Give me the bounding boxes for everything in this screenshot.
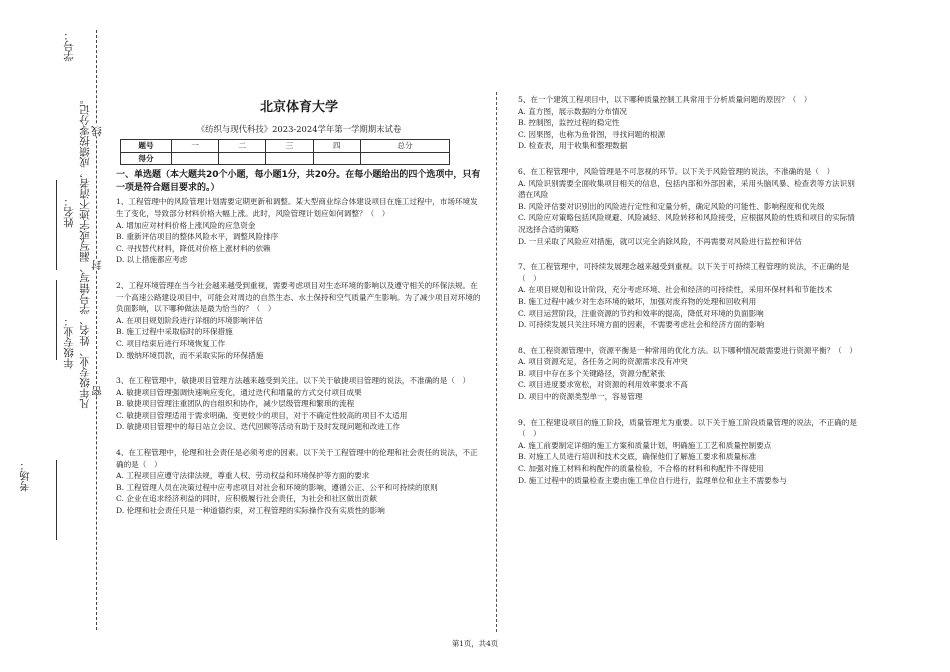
question-option: C. 项目进度要求宽松，对资源的利用效率要求不高 — [518, 380, 688, 390]
score-table-header-row — [121, 140, 450, 153]
score-blank-cell[interactable] — [313, 152, 360, 165]
question-stem: 5、在一个建筑工程项目中，以下哪种质量控制工具常用于分析质量问题的原因？（ ） — [518, 95, 812, 104]
question-option: B. 对施工人员进行培训和技术交底，确保他们了解施工要求和质量标准 — [518, 452, 757, 462]
question-stem: 7、在工程管理中，可持续发展理念越来越受到重视。以下关于可持续工程管理的说法，不正确的是（ ） — [518, 262, 850, 283]
question-option: C. 寻找替代材料，降低对价格上涨材料的依赖 — [116, 243, 271, 253]
question-option: D. 一旦采取了风险应对措施，就可以完全消除风险，不再需要对风险进行监控和评估 — [518, 236, 803, 246]
question-stem: 4、在工程管理中，伦理和社会责任是必须考虑的因素。以下关于工程管理中的伦理和社会责任的说法，不正确的是（ ） — [116, 448, 478, 469]
question-option: D. 施工过程中的质量检查主要由施工单位自行进行，监理单位和业主不需要参与 — [518, 475, 787, 485]
question-option: B. 敏捷项目管理注重团队的自组织和协作，减少层级管理和繁琐的流程 — [116, 399, 355, 409]
score-table-score-row — [121, 152, 450, 165]
score-cell: 四 — [313, 140, 360, 153]
question-4 — [116, 447, 482, 517]
exam-room-label: 考场： — [19, 460, 31, 492]
question-1 — [116, 196, 482, 266]
question-option: D. 以上措施都应考虑 — [116, 255, 188, 265]
page-footer: 第1页，共4页 — [451, 639, 499, 648]
room-field-line — [56, 460, 57, 540]
question-9 — [518, 417, 858, 487]
question-option: B. 控制图，监控过程的稳定性 — [518, 118, 620, 128]
question-option: A. 增加应对材料价格上涨风险的应急资金 — [116, 220, 256, 230]
question-option: B. 项目中存在多个关键路径，资源分配紧张 — [518, 368, 666, 378]
question-option: A. 风险识别需要全面收集项目相关的信息，包括内部和外部因素，采用头脑风暴、检查表等方法识别潜在风险 — [518, 178, 855, 200]
question-7 — [518, 261, 858, 331]
score-blank-cell[interactable] — [266, 152, 313, 165]
question-3 — [116, 375, 482, 433]
warning-text: 凡年级专业、姓名、学号错写、漏写或字迹不清者，成绩按零分记。 — [79, 94, 91, 409]
question-option: D. 缴纳环境罚款，而不采取实际的环保措施 — [116, 350, 264, 360]
score-blank-cell[interactable] — [219, 152, 266, 165]
question-option: B. 工程管理人员在决策过程中应考虑项目对社会和环境的影响，遵循公正、公平和可持续的原则 — [116, 482, 438, 492]
question-stem: 8、在工程资源管理中，资源平衡是一种常用的优化方法。以下哪种情况最需要进行资源平衡？（ ） — [518, 345, 857, 355]
question-option: A. 在项目规划阶段进行详细的环境影响评估 — [116, 315, 263, 325]
question-stem: 3、在工程管理中，敏捷项目管理方法越来越受到关注。以下关于敏捷项目管理的说法，不准确的是（ ） — [116, 376, 471, 386]
score-cell: 题号 — [121, 140, 172, 153]
question-option: C. 加强对施工材料和构配件的质量检验，不合格的材料和构配件不得使用 — [518, 464, 764, 474]
score-blank-cell[interactable] — [360, 152, 449, 165]
question-option: A. 直方图，展示数据的分布情况 — [518, 106, 628, 116]
seal-mark-feng: 封 — [91, 260, 103, 271]
class-label: 年级专业： — [63, 316, 75, 369]
left-column — [116, 92, 482, 517]
question-option: B. 重新评估项目的整体风险水平，调整风险排序 — [116, 232, 279, 242]
seal-mark-mi: 密 — [91, 386, 103, 397]
exam-title: 《纺织与现代科技》2023-2024学年第一学期期末试卷 — [196, 123, 402, 134]
question-option: A. 工程项目应遵守法律法规，尊重人权、劳动权益和环境保护等方面的要求 — [116, 471, 370, 481]
score-cell: 二 — [219, 140, 266, 153]
binding-margin — [0, 0, 110, 672]
score-cell: 三 — [266, 140, 313, 153]
question-option: A. 在项目规划和设计阶段，充分考虑环境、社会和经济的可持续性，采用环保材料和节能技术 — [518, 285, 833, 295]
question-stem: 6、在工程管理中，风险管理是不可忽视的环节。以下关于风险管理的说法，不准确的是（ ） — [518, 166, 835, 176]
question-option: C. 企业在追求经济利益的同时，应积极履行社会责任，为社会和社区做出贡献 — [116, 494, 377, 504]
score-blank-cell[interactable] — [172, 152, 219, 165]
question-option: C. 敏捷项目管理适用于需求明确、变更较少的项目，对于不确定性较高的项目不太适用 — [116, 410, 408, 420]
question-option: D. 敏捷项目管理中的每日站立会议、迭代回顾等活动有助于及时发现问题和改进工作 — [116, 422, 401, 432]
student-id-label: 学号： — [63, 30, 75, 62]
question-option: A. 敏捷项目管理强调快速响应变化，通过迭代和增量的方式交付项目成果 — [116, 387, 362, 397]
score-cell: 一 — [172, 140, 219, 153]
score-row-label: 得分 — [121, 152, 172, 165]
score-table — [120, 139, 450, 165]
question-6 — [518, 166, 858, 247]
question-option: C. 项目运营阶段，注重资源的节约和效率的提高，降低对环境的负面影响 — [518, 308, 764, 318]
question-stem: 9、在工程建设项目的施工阶段，质量管理尤为重要。以下关于施工阶段质量管理的说法，不正确的是（ ） — [518, 417, 857, 439]
question-option: C. 项目结束后进行环境恢复工作 — [116, 338, 226, 348]
name-field-line — [56, 180, 57, 270]
question-option: A. 施工前要制定详细的施工方案和质量计划，明确施工工艺和质量控制要点 — [518, 440, 772, 450]
question-option: D. 项目中的资源类型单一，容易管理 — [518, 392, 643, 402]
question-stem: 2、工程环境管理在当今社会越来越受到重视，需要考虑项目对生态环境的影响以及遵守相关的环保法规。在一个高速公路建设项目中，可能会对周边的自然生态、水土保持和空气质量产生影响。为了减少项目对环境的负面影响，以下哪种做法是最为恰当的？（ ） — [116, 280, 481, 314]
name-label: 姓名： — [63, 196, 75, 228]
question-option: C. 风险应对策略包括风险规避、风险减轻、风险转移和风险接受，应根据风险的性质和项目的实际情况选择合适的策略 — [518, 213, 855, 234]
question-option: C. 因果图，也称为鱼骨图，寻找问题的根源 — [518, 129, 666, 139]
question-stem: 1、工程管理中的风险管理计划需要定期更新和调整。某大型商业综合体建设项目在施工过程中，市场环境发生了变化，导致部分材料价格大幅上涨。此时，风险管理计划应如何调整？（ ） — [116, 197, 478, 218]
question-option: D. 伦理和社会责任只是一种道德约束，对工程管理的实际操作没有实质性的影响 — [116, 506, 385, 516]
question-8 — [518, 345, 858, 403]
question-option: A. 项目资源充足，各任务之间的资源需求没有冲突 — [518, 357, 688, 367]
class-field-line — [56, 280, 57, 360]
section-1-heading: 一、单选题（本大题共20个小题，每小题1分，共20分。在每小题给出的四个选项中，只有一项是符合题目要求的。） — [116, 170, 481, 193]
question-5 — [518, 94, 858, 152]
column-separator — [496, 92, 497, 632]
right-column — [518, 92, 858, 486]
score-cell: 总分 — [360, 140, 449, 153]
question-2 — [116, 280, 482, 361]
binding-dash-line — [96, 30, 97, 630]
question-option: B. 施工过程中减少对生态环境的破坏，加强对废弃物的处理和回收利用 — [518, 296, 757, 306]
question-option: D. 检查表，用于收集和整理数据 — [518, 141, 628, 151]
question-option: B. 风险评估要对识别出的风险进行定性和定量分析，确定风险的可能性、影响程度和优先级 — [518, 201, 825, 211]
seal-mark-xian: 线 — [91, 126, 103, 137]
question-option: D. 可持续发展只关注环境方面的因素，不需要考虑社会和经济方面的影响 — [518, 320, 765, 330]
school-title: 北京体育大学 — [259, 100, 338, 115]
question-option: B. 施工过程中采取临时的环保措施 — [116, 327, 233, 337]
